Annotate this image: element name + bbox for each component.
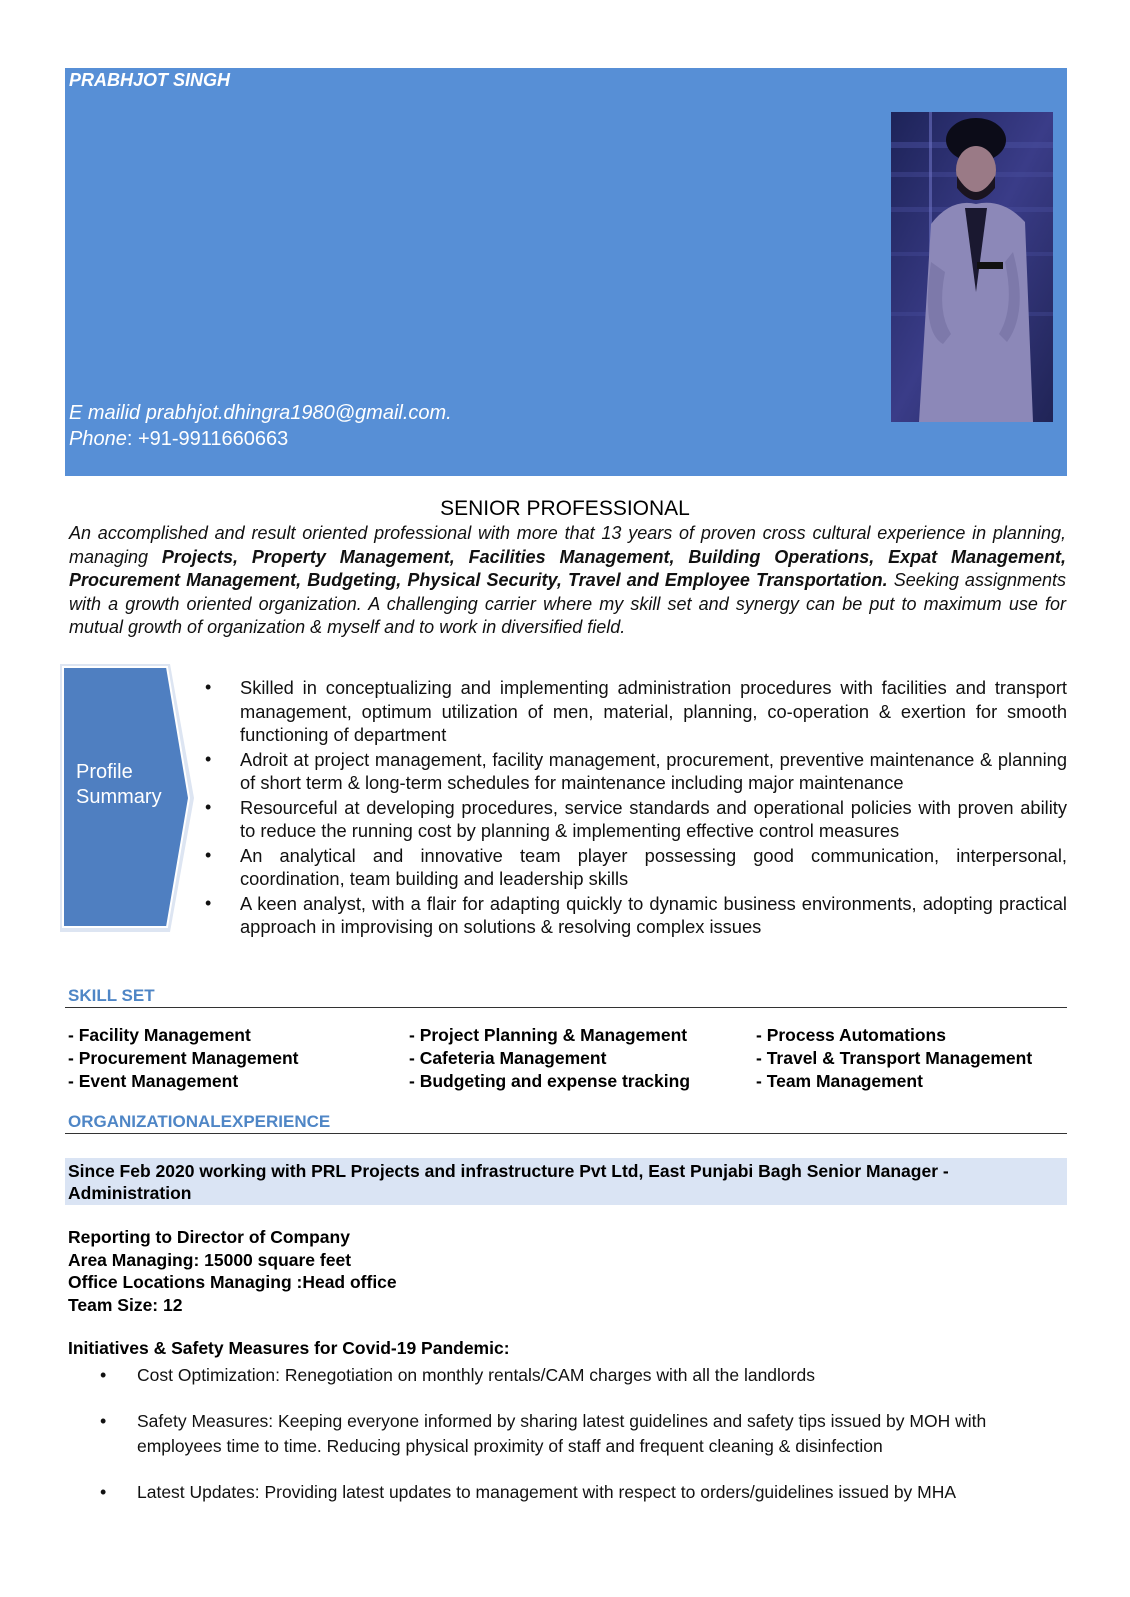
email-address: E mailid prabhjot.dhingra1980@gmail.com. bbox=[69, 402, 452, 424]
profile-label-line1: Profile bbox=[76, 761, 133, 783]
list-item: • An analytical and innovative team player possessing good communication, interpersonal, coordination, team building and leadership skills bbox=[205, 844, 1067, 891]
list-item: • Resourceful at developing procedures, service standards and operational policies with proven ability to reduce the running cost by planning & implementing effective control measures bbox=[205, 796, 1067, 843]
summary-highlights: Projects, Property Management, Facilities Management, Building Operations, Expat Management, Procurement Management, Budgeting, Physical Security, Travel and Employee Transportation. bbox=[69, 546, 1066, 590]
list-item: • Adroit at project management, facility management, procurement, preventive maintenance & planning of short term & long-term schedules for maintenance including major maintenance bbox=[205, 748, 1067, 795]
detail-line: Area Managing: 15000 square feet bbox=[68, 1249, 352, 1270]
list-item: • A keen analyst, with a flair for adapting quickly to dynamic business environments, adopting practical approach in improvising on solutions & resolving complex issues bbox=[205, 892, 1067, 939]
detail-line: Reporting to Director of Company bbox=[68, 1227, 350, 1247]
profile-summary-list bbox=[205, 676, 1067, 940]
detail-line: Team Size: 12 bbox=[68, 1294, 183, 1315]
skills-column-1 bbox=[68, 1024, 428, 1093]
current-role-banner: Since Feb 2020 working with PRL Projects and infrastructure Pvt Ltd, East Punjabi Bagh Senior Manager - Administration bbox=[65, 1158, 1067, 1205]
role-details bbox=[68, 1226, 397, 1316]
phone-label: Phone bbox=[69, 428, 127, 450]
list-item: • Skilled in conceptualizing and implementing administration procedures with facilities and transport management, optimum utilization of men, material, planning, co-operation & exertion for smooth functioning of department bbox=[205, 676, 1067, 747]
skill-item: - Cafeteria Management bbox=[409, 1048, 607, 1068]
skill-set-divider bbox=[65, 1007, 1067, 1008]
skill-item: - Travel & Transport Management bbox=[756, 1048, 1033, 1068]
covid-initiatives-list bbox=[100, 1363, 1067, 1526]
list-item: • Cost Optimization: Renegotiation on monthly rentals/CAM charges with all the landlords bbox=[100, 1363, 1067, 1388]
skill-item: - Team Management bbox=[756, 1071, 923, 1091]
phone-line bbox=[69, 428, 288, 451]
skill-item: - Facility Management bbox=[68, 1025, 251, 1045]
skill-item: - Budgeting and expense tracking bbox=[409, 1071, 691, 1091]
experience-divider bbox=[65, 1133, 1067, 1134]
skill-item: - Procurement Management bbox=[68, 1048, 299, 1068]
skill-set-heading: SKILL SET bbox=[68, 986, 155, 1005]
profile-summary-label bbox=[76, 760, 162, 810]
summary-paragraph bbox=[69, 522, 1066, 640]
candidate-name: PRABHJOT SINGH bbox=[69, 70, 231, 90]
covid-initiatives-heading: Initiatives & Safety Measures for Covid-19 Pandemic: bbox=[68, 1338, 510, 1358]
profile-photo bbox=[891, 112, 1053, 422]
experience-heading: ORGANIZATIONALEXPERIENCE bbox=[68, 1112, 331, 1131]
summary-outro: Seeking assignments with a growth oriented organization. A challenging carrier where my skill set and synergy can be put to maximum use for mutual growth of organization & myself and to work in diversified field. bbox=[69, 570, 1066, 637]
detail-line: Office Locations Managing :Head office bbox=[68, 1272, 397, 1292]
skill-item: - Process Automations bbox=[756, 1025, 946, 1045]
skills-column-3 bbox=[756, 1024, 1116, 1093]
summary-intro: An accomplished and result oriented professional with more that 13 years of proven cross cultural experience in planning, managing bbox=[69, 523, 1066, 567]
professional-title: SENIOR PROFESSIONAL bbox=[440, 497, 690, 520]
header-banner bbox=[65, 68, 1067, 476]
list-item: • Latest Updates: Providing latest updates to management with respect to orders/guidelines issued by MHA bbox=[100, 1480, 1067, 1505]
profile-label-line2: Summary bbox=[76, 786, 162, 808]
skills-column-2 bbox=[409, 1024, 769, 1093]
list-item: • Safety Measures: Keeping everyone informed by sharing latest guidelines and safety tips issued by MOH with employees time to time. Reducing physical proximity of staff and frequent cleaning & disinfection bbox=[100, 1409, 1067, 1459]
skill-item: - Project Planning & Management bbox=[409, 1025, 688, 1045]
phone-number: : +91-9911660663 bbox=[126, 428, 289, 450]
skill-item: - Event Management bbox=[68, 1071, 239, 1091]
